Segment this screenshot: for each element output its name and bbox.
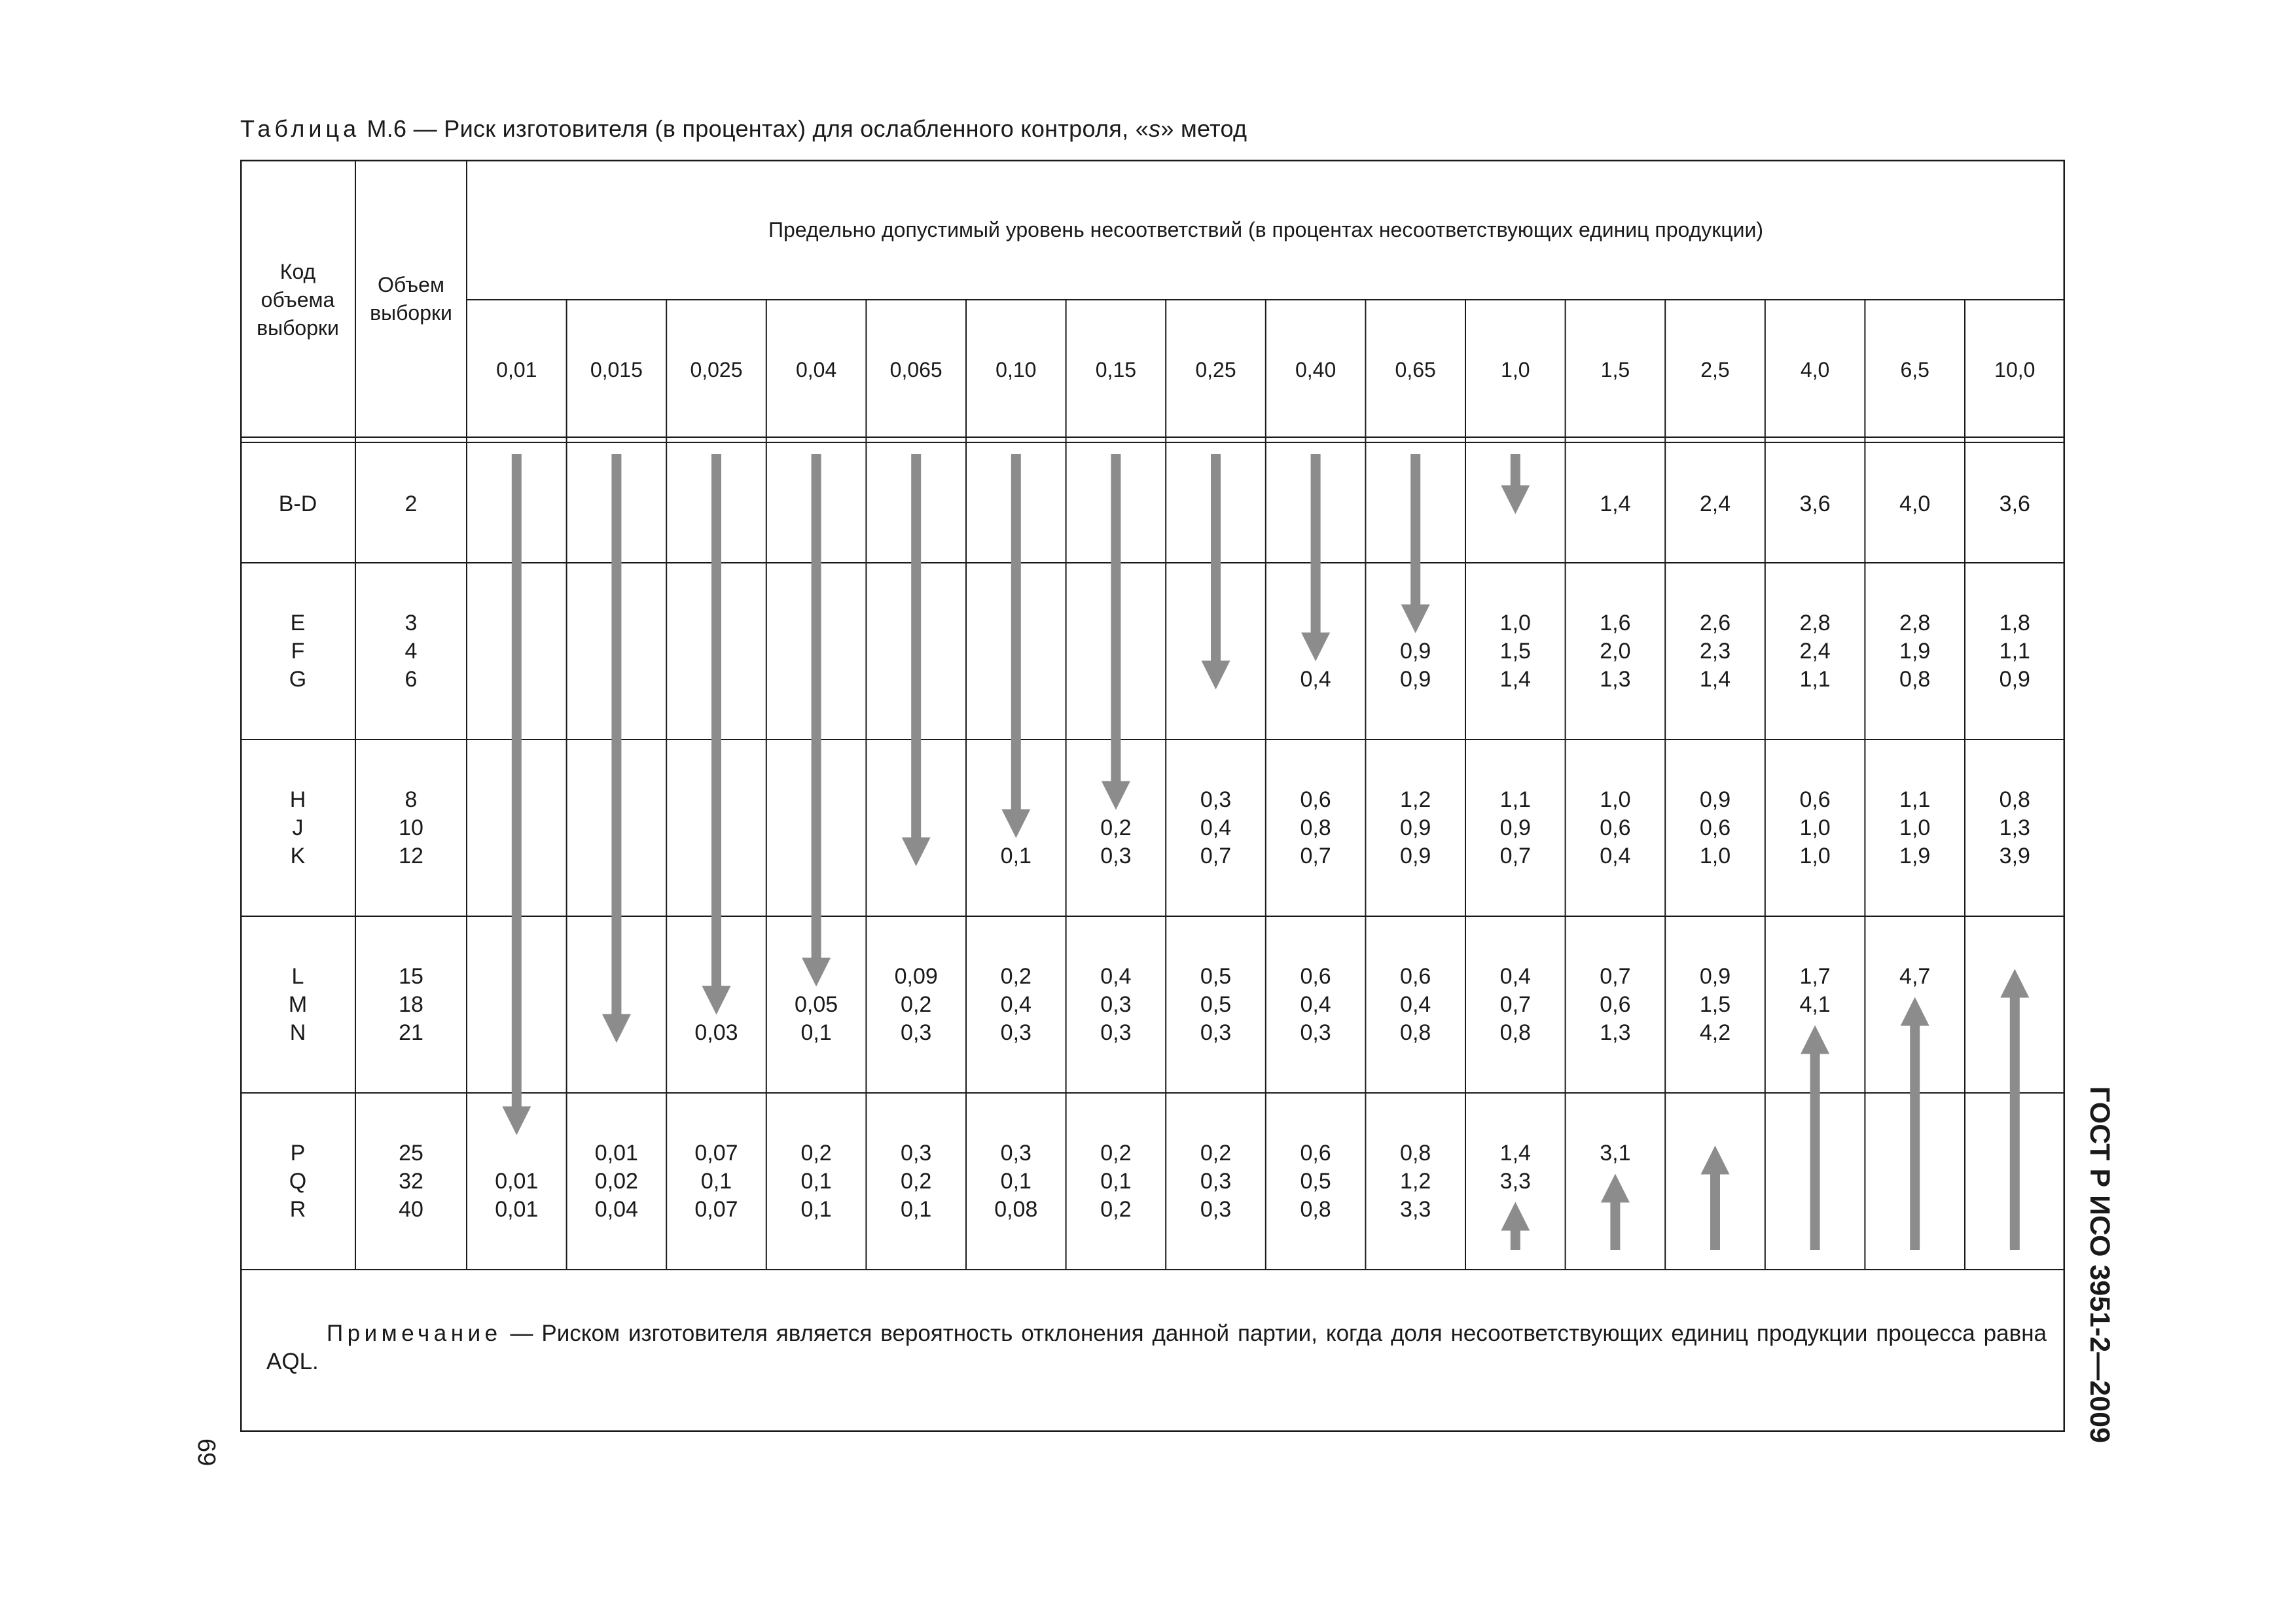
header-aql-level: 0,065: [889, 358, 942, 382]
table-cell: 0,3 0,1 0,08: [994, 1140, 1038, 1222]
header-aql-level: 6,5: [1900, 358, 1929, 382]
down-arrow-icon: [1301, 454, 1330, 662]
caption-symbol: s: [1149, 115, 1161, 142]
down-arrow-icon: [1202, 454, 1230, 690]
up-arrow-icon: [1601, 1174, 1630, 1251]
row-code: H J K: [289, 787, 306, 868]
header-aql-level: 2,5: [1700, 358, 1730, 382]
table-cell: 1,4 3,3: [1499, 1140, 1531, 1194]
down-arrow-icon: [802, 454, 831, 987]
header-aql-level: 0,15: [1095, 358, 1137, 382]
row-size: 3 4 6: [404, 610, 418, 692]
down-arrow-icon: [1102, 454, 1130, 810]
table-cell: 0,6 0,4 0,8: [1400, 963, 1431, 1045]
up-arrow-icon: [1501, 1202, 1530, 1251]
table-caption: [240, 115, 1247, 143]
table-cell: 0,6 0,8 0,7: [1300, 787, 1331, 868]
table-cell: 0,6 1,0 1,0: [1799, 787, 1831, 868]
header-aql-title: Предельно допустимый уровень несоответствий (в процентах несоответствующих единиц продукции): [768, 218, 1763, 241]
header-aql-level: 0,25: [1195, 358, 1236, 382]
up-arrow-icon: [2000, 969, 2029, 1251]
header-code: Код объема выборки: [257, 260, 339, 340]
down-arrow-icon: [702, 454, 731, 1015]
page-number: 69: [192, 1438, 220, 1467]
table-cell: 2,8 1,9 0,8: [1899, 610, 1931, 692]
table-cell: 0,05 0,1: [795, 991, 838, 1045]
table-cell: 1,4: [1600, 491, 1631, 516]
row-code: E F G: [289, 610, 307, 692]
up-arrow-icon: [1701, 1146, 1730, 1251]
table-cell: 4,7: [1899, 963, 1931, 989]
table-cell: 0,9 0,6 1,0: [1699, 787, 1731, 868]
header-aql-level: 1,0: [1501, 358, 1530, 382]
table-cell: 0,5 0,5 0,3: [1200, 963, 1232, 1045]
header-aql-level: 0,10: [996, 358, 1037, 382]
row-size: 8 10 12: [399, 787, 423, 868]
table-cell: 1,0 0,6 0,4: [1600, 787, 1631, 868]
table-cell: 0,01 0,01: [495, 1168, 539, 1222]
header-aql-level: 0,65: [1395, 358, 1436, 382]
table-cell: 4,0: [1899, 491, 1931, 516]
up-arrow-icon: [1801, 1026, 1829, 1251]
table-cell: 0,8 1,2 3,3: [1400, 1140, 1431, 1222]
table-cell: 0,1: [1000, 843, 1031, 868]
table-cell: 3,6: [1799, 491, 1831, 516]
header-aql-level: 10,0: [1994, 358, 2036, 382]
header-aql-level: 0,01: [496, 358, 537, 382]
caption-text: М.6 — Риск изготовителя (в процентах) для ослабленного контроля, «: [367, 115, 1149, 142]
row-size: 2: [404, 491, 418, 516]
table-cell: 1,1 0,9 0,7: [1499, 787, 1531, 868]
down-arrow-icon: [1001, 454, 1030, 838]
row-size: 25 32 40: [399, 1140, 423, 1222]
down-arrow-icon: [1401, 454, 1430, 633]
table-cell: 1,7 4,1: [1799, 963, 1831, 1017]
table-cell: 2,8 2,4 1,1: [1799, 610, 1831, 692]
table-cell: 2,6 2,3 1,4: [1699, 610, 1731, 692]
table-cell: 0,03: [694, 1020, 738, 1045]
table-cell: 0,2 0,1 0,2: [1100, 1140, 1132, 1222]
table-cell: 1,6 2,0 1,3: [1600, 610, 1631, 692]
header-size: Объем выборки: [370, 273, 452, 325]
table-cell: 0,6 0,4 0,3: [1300, 963, 1331, 1045]
table-cell: 0,3 0,2 0,1: [901, 1140, 932, 1222]
table-note: [266, 1319, 2047, 1376]
table-cell: 0,6 0,5 0,8: [1300, 1140, 1331, 1222]
table-arrows: [240, 160, 2065, 1432]
header-aql-level: 0,025: [690, 358, 743, 382]
down-arrow-icon: [1501, 454, 1530, 514]
table-cell: 3,6: [1999, 491, 2030, 516]
row-code: P Q R: [289, 1140, 307, 1222]
header-aql-level: 0,40: [1295, 358, 1336, 382]
note-label: Примечание: [327, 1321, 502, 1346]
table-cell: 0,2 0,1 0,1: [800, 1140, 832, 1222]
note-text: — Риском изготовителя является вероятность отклонения данной партии, когда доля несоответствующих единиц продукции процесса равна AQL.: [266, 1321, 2047, 1374]
table-cell: 0,2 0,3: [1100, 815, 1132, 868]
row-code: L M N: [288, 963, 308, 1045]
table-cell: 0,9 0,9: [1400, 638, 1431, 692]
up-arrow-icon: [1901, 997, 1929, 1251]
table-cell: 0,2 0,4 0,3: [1000, 963, 1031, 1045]
producer-risk-table: [240, 160, 2065, 1432]
table-cell: 1,2 0,9 0,9: [1400, 787, 1431, 868]
table-cell: 0,09 0,2 0,3: [894, 963, 938, 1045]
table-cell: 0,8 1,3 3,9: [1999, 787, 2030, 868]
table-cell: 3,1: [1600, 1140, 1631, 1166]
table-cell: 0,7 0,6 1,3: [1600, 963, 1631, 1045]
header-aql-level: 0,04: [795, 358, 837, 382]
table-cell: 0,2 0,3 0,3: [1200, 1140, 1232, 1222]
down-arrow-icon: [902, 454, 931, 866]
table-cell: 0,01 0,02 0,04: [594, 1140, 638, 1222]
table-cell: 0,4: [1300, 666, 1331, 692]
table-cell: 0,07 0,1 0,07: [694, 1140, 738, 1222]
caption-label: Таблица: [240, 115, 361, 142]
down-arrow-icon: [602, 454, 631, 1043]
header-aql-level: 0,015: [590, 358, 643, 382]
table-cell: 1,8 1,1 0,9: [1999, 610, 2030, 692]
header-aql-level: 1,5: [1600, 358, 1630, 382]
caption-suffix: » метод: [1160, 115, 1247, 142]
table-cell: 0,4 0,3 0,3: [1100, 963, 1132, 1045]
table-cell: 0,4 0,7 0,8: [1499, 963, 1531, 1045]
table-cell: 2,4: [1699, 491, 1731, 516]
row-size: 15 18 21: [399, 963, 423, 1045]
table-cell: 0,9 1,5 4,2: [1699, 963, 1731, 1045]
row-code: B-D: [278, 491, 317, 516]
header-aql-level: 4,0: [1800, 358, 1830, 382]
table-cell: 1,1 1,0 1,9: [1899, 787, 1931, 868]
down-arrow-icon: [502, 454, 531, 1135]
table-cell: 0,3 0,4 0,7: [1200, 787, 1232, 868]
table-cell: 1,0 1,5 1,4: [1499, 610, 1531, 692]
document-designation: ГОСТ Р ИСО 3951-2—2009: [2084, 1086, 2115, 1443]
